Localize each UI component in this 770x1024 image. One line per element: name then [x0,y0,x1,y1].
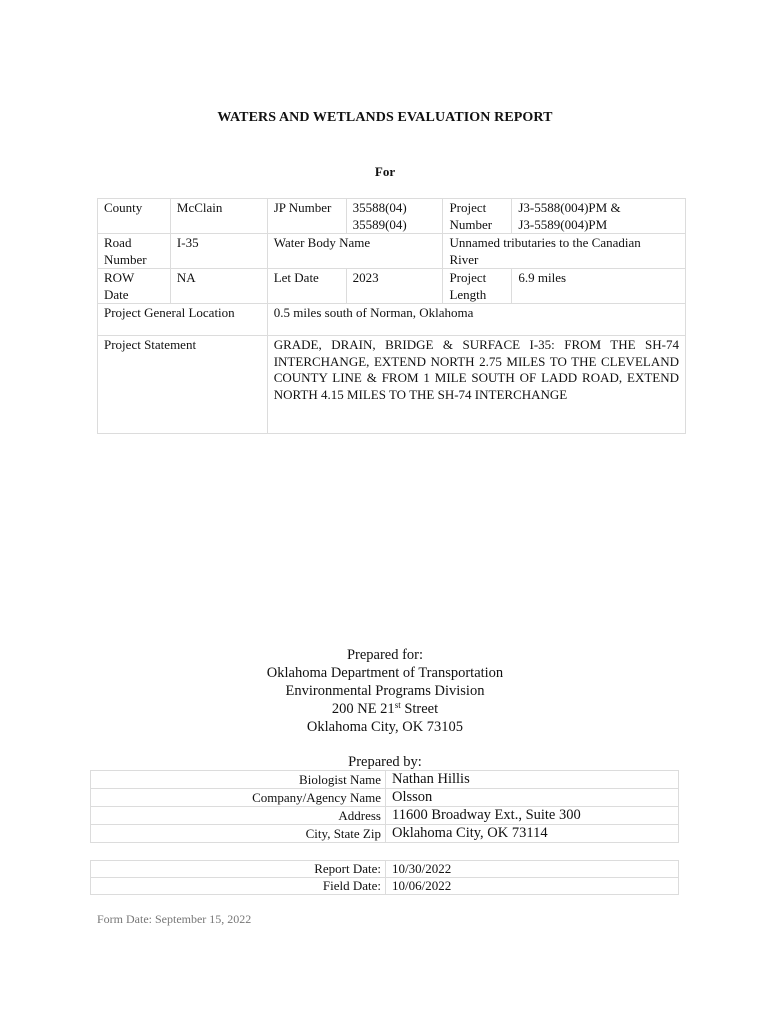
road-number-label: Road Number [98,234,171,269]
let-date-label: Let Date [267,269,346,304]
location-value: 0.5 miles south of Norman, Oklahoma [267,304,685,336]
report-title: WATERS AND WETLANDS EVALUATION REPORT [217,110,553,125]
project-length-value: 6.9 miles [512,269,686,304]
table-row [91,861,679,878]
prepared-by-table [90,770,679,843]
prepared-for-street: 200 NE 21st Street [331,700,439,717]
prepared-for-city: Oklahoma City, OK 73105 [306,719,464,735]
prepared-for-block [0,646,770,736]
prepared-by-heading: Prepared by: [348,754,422,770]
company-name-value: Olsson [386,789,679,807]
field-date-value: 10/06/2022 [386,878,679,895]
table-row [91,789,679,807]
project-length-label: Project Length [443,269,512,304]
city-state-zip-value: Oklahoma City, OK 73114 [386,825,679,843]
project-info-table [97,198,686,434]
jp-number-label: JP Number [267,199,346,234]
prepared-for-division: Environmental Programs Division [285,683,485,699]
water-body-value: Unnamed tributaries to the Canadian River [443,234,686,269]
table-row [98,336,686,434]
water-body-label: Water Body Name [267,234,443,269]
address-label: Address [91,807,386,825]
prepared-for-organization: Oklahoma Department of Transportation [266,665,504,681]
for-label: For [374,164,396,179]
row-date-value: NA [170,269,267,304]
project-number-label: Project Number [443,199,512,234]
county-value: McClain [170,199,267,234]
location-label: Project General Location [98,304,268,336]
address-value: 11600 Broadway Ext., Suite 300 [386,807,679,825]
let-date-value: 2023 [346,269,443,304]
table-row [98,234,686,269]
report-date-label: Report Date: [91,861,386,878]
prepared-for-heading: Prepared for: [346,647,424,663]
county-label: County [98,199,171,234]
road-number-value: I-35 [170,234,267,269]
statement-value: GRADE, DRAIN, BRIDGE & SURFACE I-35: FROM THE SH-74 INTERCHANGE, EXTEND NORTH 2.75 MILES TO THE CLEVELAND COUNTY LINE & FROM 1 MILE SOUTH OF LADD ROAD, EXTEND NORTH 4.15 MILES TO THE SH-74 INTERCHANGE [267,336,685,434]
city-state-zip-label: City, State Zip [91,825,386,843]
field-date-label: Field Date: [91,878,386,895]
table-row [91,825,679,843]
statement-label: Project Statement [98,336,268,434]
jp-number-value: 35588(04) 35589(04) [346,199,443,234]
table-row [98,199,686,234]
table-row [91,878,679,895]
company-name-label: Company/Agency Name [91,789,386,807]
biologist-name-label: Biologist Name [91,771,386,789]
table-row [91,807,679,825]
row-date-label: ROW Date [98,269,171,304]
dates-table [90,860,679,895]
table-row [98,269,686,304]
form-date-footer: Form Date: September 15, 2022 [97,912,252,926]
table-row [98,304,686,336]
project-number-value: J3-5588(004)PM & J3-5589(004)PM [512,199,686,234]
report-date-value: 10/30/2022 [386,861,679,878]
biologist-name-value: Nathan Hillis [386,771,679,789]
table-row [91,771,679,789]
